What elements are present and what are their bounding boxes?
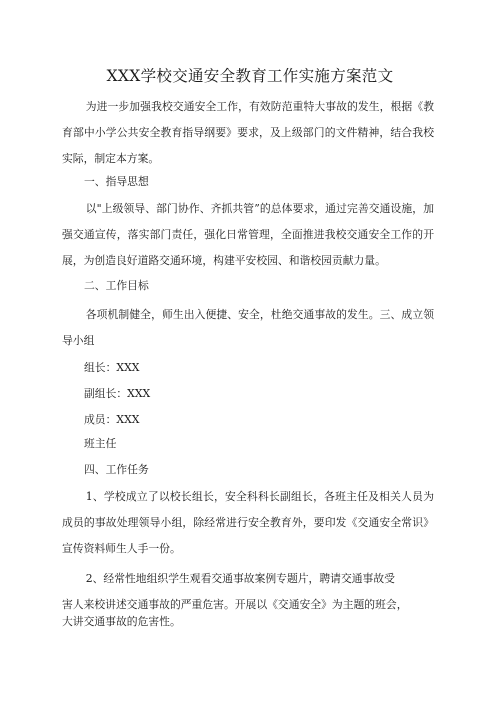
intro-paragraph: 为进一步加强我校交通安全工作，有效防范重特大事故的发生，根据《教育部中小学公共安全教育指导纲要》要求，及上级部门的文件精神，结合我校实际，制定本方案。 — [62, 100, 434, 165]
task-2-line-3: 大讲交通事故的危害性。 — [62, 615, 181, 628]
section-heading-work-tasks: 四、工作任务 — [84, 463, 149, 476]
member-line: 成员：XXX — [84, 413, 140, 426]
leader-line: 组长：XXX — [84, 361, 140, 374]
section-heading-work-goals: 二、工作目标 — [84, 279, 149, 292]
work-goals-paragraph: 各项机制健全，师生出入便捷、安全，杜绝交通事故的发生。三、成立领导小组 — [62, 308, 434, 347]
section-heading-guiding-ideology: 一、指导思想 — [84, 175, 149, 188]
task-2-paragraph — [62, 566, 442, 630]
class-teacher-line: 班主任 — [84, 437, 117, 450]
task-2-line-2: 害人来校讲述交通事故的严重危害。开展以《交通安全》为主题的班会， — [62, 598, 408, 611]
task-2-line-1: 2、经常性地组织学生观看交通事故案例专题片，聘请交通事故受 — [85, 572, 395, 585]
deputy-leader-line: 副组长：XXX — [84, 387, 151, 400]
task-1-paragraph: 1、学校成立了以校长组长，安全科科长副组长，各班主任及相关人员为成员的事故处理领导小组，除经常进行安全教育外，要印发《交通安全常识》宣传资料师生人手一份。 — [62, 490, 434, 555]
document-title: XXX学校交通安全教育工作实施方案范文 — [106, 67, 394, 85]
guiding-ideology-paragraph: 以"上级领导、部门协作、齐抓共管”的总体要求，通过完善交通设施，加强交通宣传，落实部门责任，强化日常管理，全面推进我校交通安全工作的开展，为创造良好道路交通环境，构建平安校园、和谐校园贡献力量。 — [62, 202, 434, 267]
